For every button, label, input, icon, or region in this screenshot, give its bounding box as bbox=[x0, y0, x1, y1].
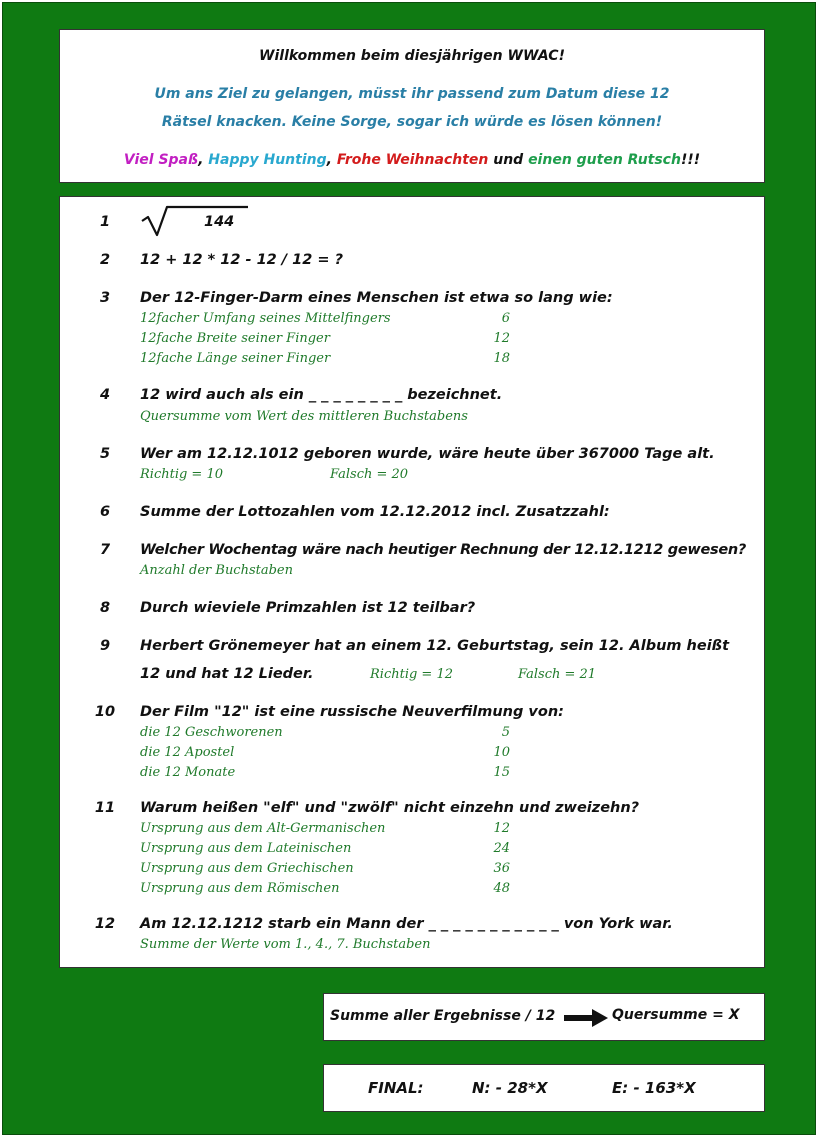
option-value: 15 bbox=[493, 765, 510, 780]
option-value: 24 bbox=[493, 841, 510, 856]
final-north: N: - 28*X bbox=[472, 1079, 548, 1097]
option-label: 12fache Breite seiner Finger bbox=[140, 331, 330, 346]
puzzle-hint: Anzahl der Buchstaben bbox=[140, 563, 293, 578]
square-root-value: 144 bbox=[204, 214, 235, 230]
puzzle-text: 12 und hat 12 Lieder. bbox=[140, 666, 314, 682]
option-label: Ursprung aus dem Römischen bbox=[140, 881, 340, 896]
final-box bbox=[323, 1064, 765, 1112]
puzzles-box bbox=[59, 196, 765, 968]
greeting-christmas: Frohe Weihnachten bbox=[336, 152, 489, 168]
answer-right: Richtig = 12 bbox=[370, 667, 454, 682]
option-value: 18 bbox=[493, 351, 510, 366]
intro-box bbox=[59, 29, 765, 183]
puzzle-number: 5 bbox=[99, 446, 111, 462]
option-value: 12 bbox=[493, 821, 510, 836]
arrow-right-icon bbox=[564, 1008, 608, 1028]
final-east: E: - 163*X bbox=[612, 1079, 696, 1097]
option-value: 36 bbox=[493, 861, 510, 876]
greeting-new-year: einen guten Rutsch bbox=[528, 152, 681, 168]
option-label: 12fache Länge seiner Finger bbox=[140, 351, 331, 366]
intro-line-1: Um ans Ziel zu gelangen, müsst ihr passend zum Datum diese 12 bbox=[154, 86, 670, 102]
option-label: die 12 Geschworenen bbox=[140, 725, 283, 740]
puzzle-text: Der Film "12" ist eine russische Neuverfilmung von: bbox=[140, 704, 564, 720]
puzzle-text: Durch wieviele Primzahlen ist 12 teilbar? bbox=[140, 600, 476, 616]
option-value: 10 bbox=[493, 745, 510, 760]
intro-line-2: Rätsel knacken. Keine Sorge, sogar ich würde es lösen können! bbox=[161, 114, 663, 130]
puzzle-hint: Summe der Werte vom 1., 4., 7. Buchstaben bbox=[140, 937, 431, 952]
summary-result: Quersumme = X bbox=[612, 1007, 740, 1023]
puzzle-number: 4 bbox=[99, 387, 111, 403]
greeting-exclaim: !!! bbox=[680, 152, 701, 168]
puzzle-text: Herbert Grönemeyer hat an einem 12. Geburtstag, sein 12. Album heißt bbox=[140, 638, 730, 654]
puzzle-number: 10 bbox=[94, 704, 116, 720]
puzzle-number: 1 bbox=[99, 214, 111, 230]
option-value: 48 bbox=[493, 881, 510, 896]
greeting-sep-2: , bbox=[326, 152, 337, 168]
option-label: 12facher Umfang seines Mittelfingers bbox=[140, 311, 391, 326]
puzzle-hint: Quersumme vom Wert des mittleren Buchstabens bbox=[140, 409, 468, 424]
answer-wrong: Falsch = 20 bbox=[330, 467, 409, 482]
summary-formula: Summe aller Ergebnisse / 12 bbox=[330, 1008, 556, 1024]
puzzle-number: 3 bbox=[99, 290, 111, 306]
option-value: 6 bbox=[501, 311, 510, 326]
puzzle-number: 2 bbox=[99, 252, 111, 268]
puzzle-text: 12 wird auch als ein _ _ _ _ _ _ _ _ bezeichnet. bbox=[140, 387, 503, 403]
puzzle-number: 7 bbox=[99, 542, 111, 558]
greeting-fun: Viel Spaß bbox=[123, 152, 199, 168]
option-label: die 12 Apostel bbox=[140, 745, 235, 760]
option-label: Ursprung aus dem Lateinischen bbox=[140, 841, 352, 856]
welcome-title: Willkommen beim diesjährigen WWAC! bbox=[259, 48, 565, 64]
option-value: 12 bbox=[493, 331, 510, 346]
option-label: die 12 Monate bbox=[140, 765, 236, 780]
answer-right: Richtig = 10 bbox=[140, 467, 224, 482]
page-background bbox=[2, 2, 816, 1135]
greetings-line bbox=[60, 152, 764, 168]
puzzle-number: 11 bbox=[94, 800, 116, 816]
summary-box bbox=[323, 993, 765, 1041]
puzzle-text: Warum heißen "elf" und "zwölf" nicht einzehn und zweizehn? bbox=[140, 800, 640, 816]
puzzle-text: Welcher Wochentag wäre nach heutiger Rechnung der 12.12.1212 gewesen? bbox=[140, 542, 747, 558]
greeting-sep-1: , bbox=[198, 152, 209, 168]
puzzle-text: Am 12.12.1212 starb ein Mann der _ _ _ _ _ _ _ _ _ _ _ von York war. bbox=[140, 916, 673, 932]
puzzle-number: 8 bbox=[99, 600, 111, 616]
answer-wrong: Falsch = 21 bbox=[518, 667, 597, 682]
option-label: Ursprung aus dem Alt-Germanischen bbox=[140, 821, 386, 836]
puzzle-text: 12 + 12 * 12 - 12 / 12 = ? bbox=[140, 252, 343, 268]
puzzle-number: 9 bbox=[99, 638, 111, 654]
final-label: FINAL: bbox=[368, 1079, 424, 1097]
greeting-happy-hunting: Happy Hunting bbox=[208, 152, 327, 168]
puzzle-text: Summe der Lottozahlen vom 12.12.2012 incl. Zusatzzahl: bbox=[140, 504, 610, 520]
puzzle-text: Der 12-Finger-Darm eines Menschen ist etwa so lang wie: bbox=[140, 290, 613, 306]
puzzle-number: 12 bbox=[94, 916, 116, 932]
greeting-and: und bbox=[488, 152, 529, 168]
option-value: 5 bbox=[501, 725, 510, 740]
puzzle-number: 6 bbox=[99, 504, 111, 520]
option-label: Ursprung aus dem Griechischen bbox=[140, 861, 354, 876]
puzzle-text: Wer am 12.12.1012 geboren wurde, wäre heute über 367000 Tage alt. bbox=[140, 446, 715, 462]
